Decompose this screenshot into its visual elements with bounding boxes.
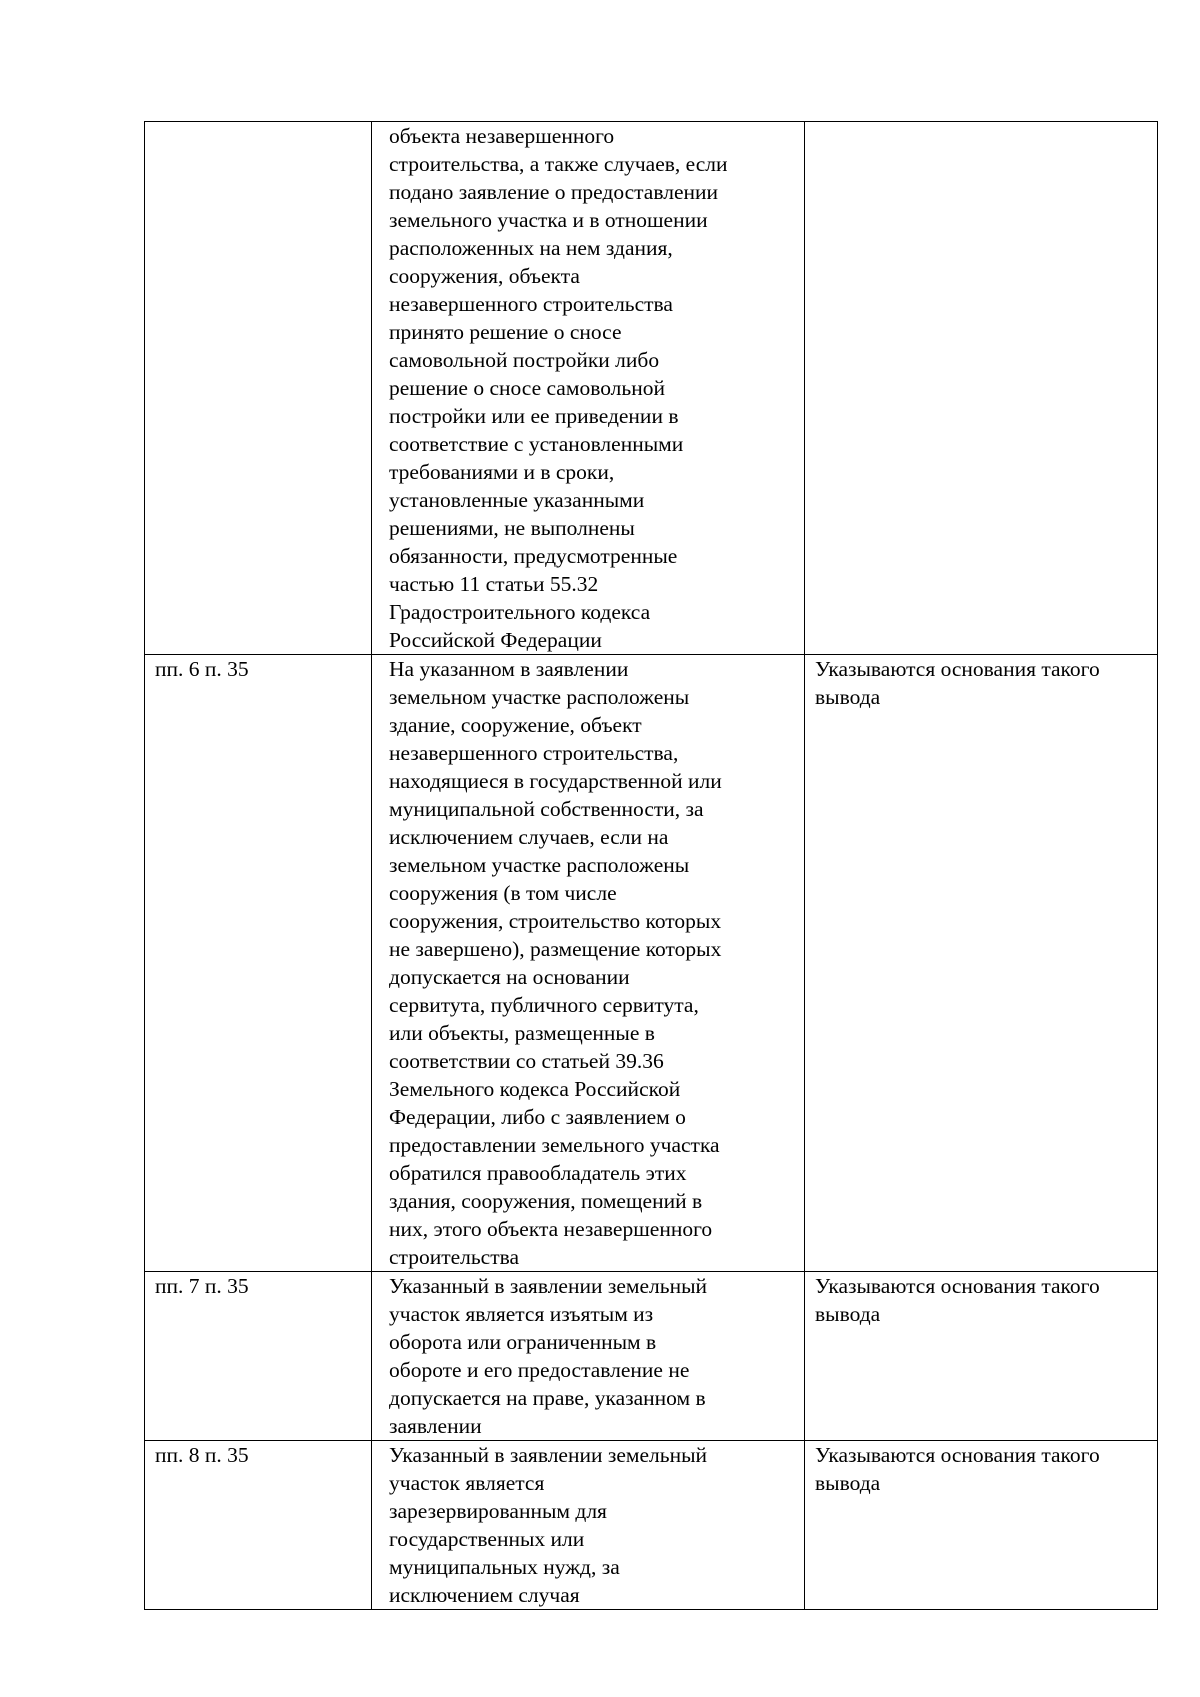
refusal-ground-text: Указанный в заявлении земельный участок является изъятым из оборота или ограниченным в обороте и его предоставление не допускается на праве, указанном в заявлении — [389, 1274, 708, 1438]
explanation-cell — [805, 1441, 1158, 1610]
explanation-cell — [805, 122, 1158, 655]
refusal-ground-text: Указанный в заявлении земельный участок является зарезервированным для государственных или муниципальных нужд, за исключением случая — [389, 1443, 708, 1607]
explanation-cell — [805, 1272, 1158, 1441]
explanation-cell — [805, 655, 1158, 1272]
clause-reference-cell — [145, 1272, 372, 1441]
clause-reference-cell — [145, 122, 372, 655]
clause-reference: пп. 6 п. 35 — [155, 657, 249, 681]
refusal-ground-text: На указанном в заявлении земельном участке расположены здание, сооружение, объект незавершенного строительства, находящиеся в государственной или муниципальной собственности, за исключением случаев, если на земельном участке расположены сооружения (в том числе сооружения, строительство которых не завершено), размещение которых допускается на основании сервитута, публичного сервитута, или объекты, размещенные в соответствии со статьей 39.36 Земельного кодекса Российской Федерации, либо с заявлением о предоставлении земельного участка обратился правообладатель этих здания, сооружения, помещений в них, этого объекта незавершенного строительства — [389, 657, 722, 1269]
refusal-grounds-table — [144, 121, 1158, 1610]
explanation-text: Указываются основания такого вывода — [815, 1274, 1100, 1326]
table-row — [145, 1272, 1158, 1441]
explanation-text: Указываются основания такого вывода — [815, 1443, 1100, 1495]
refusal-ground-cell — [372, 655, 805, 1272]
clause-reference: пп. 7 п. 35 — [155, 1274, 249, 1298]
table-row — [145, 1441, 1158, 1610]
refusal-ground-cell — [372, 1441, 805, 1610]
explanation-text: Указываются основания такого вывода — [815, 657, 1100, 709]
refusal-ground-cell — [372, 122, 805, 655]
clause-reference-cell — [145, 655, 372, 1272]
table-row — [145, 655, 1158, 1272]
clause-reference: пп. 8 п. 35 — [155, 1443, 249, 1467]
table-row — [145, 122, 1158, 655]
clause-reference-cell — [145, 1441, 372, 1610]
refusal-ground-cell — [372, 1272, 805, 1441]
refusal-ground-text: объекта незавершенного строительства, а также случаев, если подано заявление о предоставлении земельного участка и в отношении расположенных на нем здания, сооружения, объекта незавершенного строительства принято решение о сносе самовольной постройки либо решение о сносе самовольной постройки или ее приведении в соответствие с установленными требованиями и в сроки, установленные указанными решениями, не выполнены обязанности, предусмотренные частью 11 статьи 55.32 Градостроительного кодекса Российской Федерации — [389, 124, 728, 652]
